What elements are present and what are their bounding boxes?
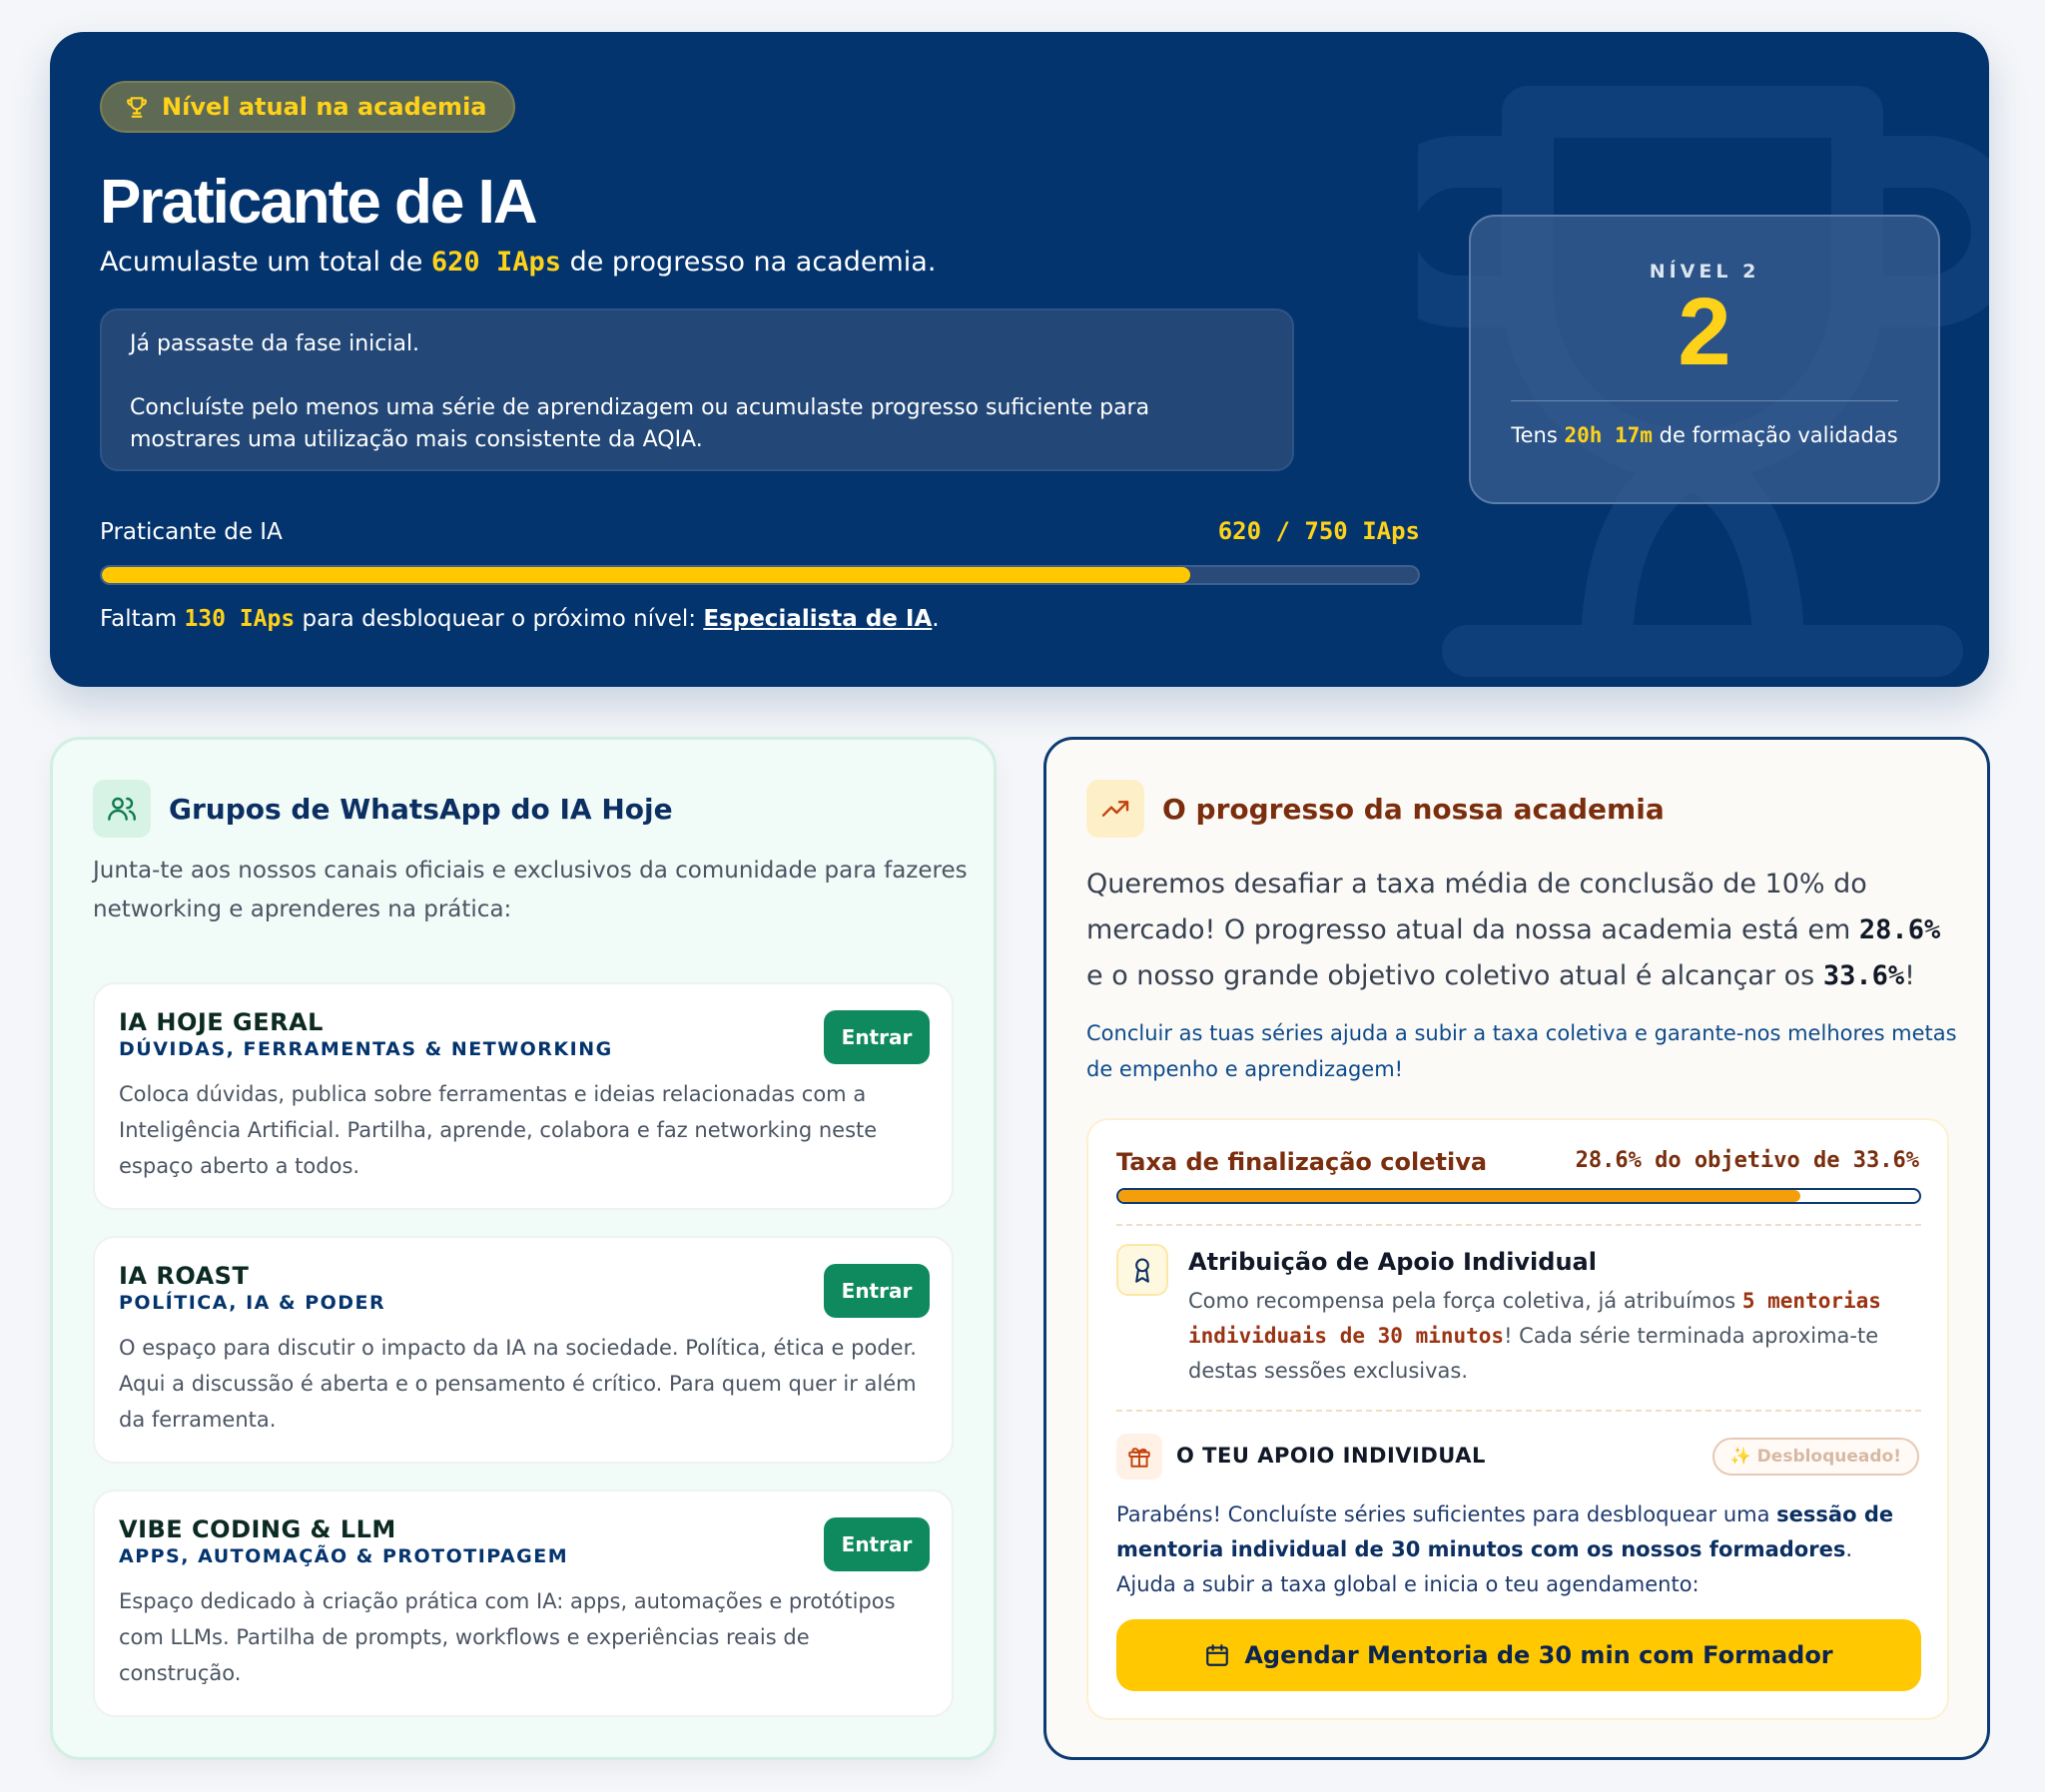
total-iaps-value: 620 IAps: [430, 247, 561, 278]
progress-card-header: [1086, 780, 1665, 838]
unlocked-badge: ✨ Desbloqueado!: [1712, 1438, 1919, 1476]
individual-support-title: O TEU APOIO INDIVIDUAL: [1176, 1444, 1486, 1468]
users-icon: [93, 780, 151, 838]
hours-prefix: Tens: [1511, 423, 1558, 447]
group-tag: POLÍTICA, IA & PODER: [119, 1292, 386, 1314]
trophy-icon: [124, 94, 150, 120]
level-title: Praticante de IA: [100, 168, 536, 237]
award-title: Atribuição de Apoio Individual: [1188, 1248, 1597, 1276]
group-tag: APPS, AUTOMAÇÃO & PROTOTIPAGEM: [119, 1545, 569, 1567]
hours-suffix: de formação validadas: [1659, 423, 1898, 447]
hours-value: 20h 17m: [1564, 423, 1653, 447]
goal-text-b: e o nosso grande objetivo coletivo atual é alcançar os: [1086, 960, 1815, 991]
group-item-ia-hoje-geral: [93, 982, 954, 1210]
current-level-badge: [100, 81, 515, 133]
progress-label: Praticante de IA: [100, 519, 283, 545]
gift-icon: [1116, 1434, 1162, 1480]
total-iaps-summary: [100, 247, 936, 278]
group-description: Coloca dúvidas, publica sobre ferramentas e ideias relacionadas com a Inteligência Artificial. Partilha, aprende, colabora e faz networking neste espaço aberto a todos.: [119, 1082, 878, 1178]
collective-rate-fill: [1118, 1190, 1800, 1202]
level-description-box: [100, 308, 1294, 471]
group-tag: DÚVIDAS, FERRAMENTAS & NETWORKING: [119, 1038, 613, 1060]
group-item-vibe-coding: [93, 1490, 954, 1717]
progress-value: 620 / 750 IAps: [1217, 517, 1420, 545]
current-rate: 28.6%: [1858, 914, 1941, 945]
level-progress-bar: [100, 565, 1420, 585]
note-prefix: Faltam: [100, 606, 178, 632]
goal-text-c: !: [1904, 960, 1915, 991]
remaining-iaps: 130 IAps: [184, 606, 296, 632]
goal-rate: 33.6%: [1822, 960, 1905, 991]
group-name: VIBE CODING & LLM: [119, 1515, 396, 1543]
summary-suffix: de progresso na academia.: [569, 247, 937, 278]
divider: [1116, 1410, 1921, 1412]
groups-card-title: Grupos de WhatsApp do IA Hoje: [169, 792, 673, 826]
award-text: [1188, 1284, 1907, 1389]
mentorships-awarded: 5 mentorias individuais de 30 minutos: [1188, 1289, 1881, 1348]
divider: [1116, 1224, 1921, 1226]
schedule-mentorship-button[interactable]: [1116, 1619, 1921, 1691]
group-item-ia-roast: [93, 1236, 954, 1464]
groups-card-header: [93, 780, 673, 838]
group-name: IA HOJE GERAL: [119, 1008, 324, 1036]
individual-support-text: [1116, 1497, 1915, 1602]
support-bold: sessão de mentoria individual de 30 minutos com os nossos formadores: [1116, 1502, 1894, 1561]
badge-label: Nível atual na academia: [162, 93, 487, 121]
collective-rate-panel: [1086, 1118, 1949, 1720]
collective-rate-bar: [1116, 1188, 1921, 1204]
join-vibe-coding-button[interactable]: Entrar: [824, 1517, 930, 1571]
note-end: .: [932, 606, 940, 632]
award-text-a: Como recompensa pela força coletiva, já atribuímos: [1188, 1289, 1736, 1313]
note-middle: para desbloquear o próximo nível:: [302, 606, 697, 632]
next-level-note: [100, 606, 940, 632]
academy-note: Concluir as tuas séries ajuda a subir a taxa coletiva e garante-nos melhores metas de empenho e aprendizagem!: [1086, 1021, 1957, 1081]
groups-intro: Junta-te aos nossos canais oficiais e exclusivos da comunidade para fazeres networking e aprenderes na prática:: [93, 858, 968, 922]
level-hero: [50, 32, 1989, 687]
divider: [1511, 400, 1898, 401]
collective-rate-value: 28.6% do objetivo de 33.6%: [1575, 1148, 1919, 1173]
group-description: O espaço para discutir o impacto da IA na sociedade. Política, ética e poder. Aqui a discussão é aberta e o pensamento é crítico. Para quem quer ir além da ferramenta.: [119, 1336, 917, 1432]
level-card: [1469, 215, 1940, 504]
summary-prefix: Acumulaste um total de: [100, 247, 423, 278]
support-text-b: . Ajuda a subir a taxa global e inicia o teu agendamento:: [1116, 1537, 1853, 1596]
whatsapp-groups-card: [50, 737, 997, 1760]
group-description: Espaço dedicado à criação prática com IA: apps, automações e protótipos com LLMs. Partilha de prompts, workflows e experiências reais de construção.: [119, 1589, 896, 1685]
award-text-b: ! Cada série terminada aproxima-te destas sessões exclusivas.: [1188, 1324, 1879, 1383]
level-number: 2: [1678, 279, 1731, 385]
training-hours: [1471, 423, 1938, 447]
level-description-line1: Já passaste da fase inicial.: [130, 331, 420, 356]
award-icon: [1116, 1244, 1168, 1296]
academy-goal-text: [1086, 862, 1965, 999]
join-ia-roast-button[interactable]: Entrar: [824, 1264, 930, 1318]
trending-up-icon: [1086, 780, 1144, 838]
collective-rate-label: Taxa de finalização coletiva: [1116, 1148, 1488, 1176]
support-text-a: Parabéns! Concluíste séries suficientes para desbloquear uma: [1116, 1502, 1770, 1526]
level-progress-fill: [102, 567, 1190, 583]
schedule-mentorship-label: Agendar Mentoria de 30 min com Formador: [1244, 1641, 1833, 1669]
progress-card-title: O progresso da nossa academia: [1162, 792, 1665, 826]
calendar-icon: [1204, 1642, 1230, 1668]
group-name: IA ROAST: [119, 1262, 250, 1290]
join-ia-hoje-geral-button[interactable]: Entrar: [824, 1010, 930, 1064]
academy-progress-card: [1043, 737, 1990, 1760]
level-label: NÍVEL 2: [1649, 261, 1760, 283]
goal-text-a: Queremos desafiar a taxa média de conclusão de 10% do mercado! O progresso atual da nossa academia está em: [1086, 869, 1867, 945]
next-level-link[interactable]: Especialista de IA: [703, 606, 933, 632]
level-description-line2: Concluíste pelo menos uma série de aprendizagem ou acumulaste progresso suficiente para mostrares uma utilização mais consistente da AQIA.: [130, 395, 1150, 452]
